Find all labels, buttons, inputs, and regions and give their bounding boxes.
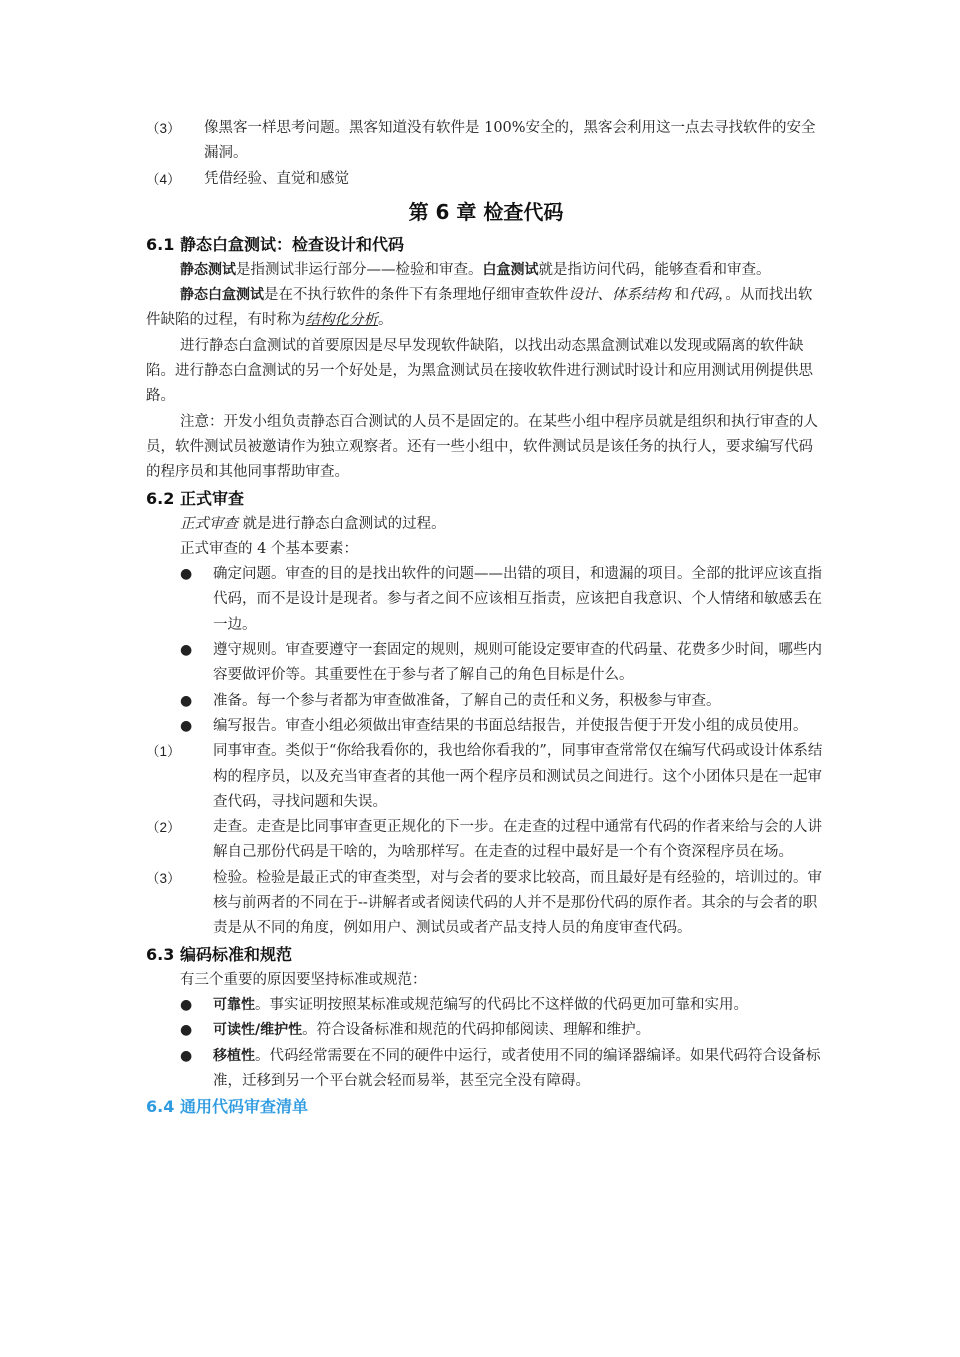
item-number: （4） bbox=[146, 171, 181, 187]
item-text: 同事审查。类似于“你给我看你的，我也给你看我的”，同事审查常常仅在编写代码或设计体系结构的程序员，以及充当审查者的其他一两个程序员和测试员之间进行。这个小团体只是在一起审查代码，寻找问题和失误。 bbox=[213, 743, 823, 810]
chapter-title: 第 6 章 检查代码 bbox=[408, 199, 564, 224]
text: 就是进行静态白盒测试的过程。 bbox=[238, 515, 446, 532]
term: 可靠性 bbox=[213, 996, 255, 1013]
bullet-icon: ● bbox=[180, 1022, 193, 1039]
paragraph bbox=[146, 258, 826, 283]
list-item bbox=[146, 116, 826, 167]
bullet-text: 准备。每一个参与者都为审查做准备，了解自己的责任和义务，积极参与审查。 bbox=[213, 692, 721, 709]
bullet-item bbox=[146, 714, 826, 739]
paragraph: 进行静态白盒测试的首要原因是尽早发现软件缺陷，以找出动态黑盒测试难以发现或隔离的软件缺陷。进行静态白盒测试的另一个好处是，为黑盒测试员在接收软件进行测试时设计和应用测试用例提供思路。 bbox=[146, 337, 813, 405]
bullet-text: 编写报告。审查小组必须做出审查结果的书面总结报告，并使报告便于开发小组的成员使用。 bbox=[213, 717, 808, 734]
item-number: （2） bbox=[146, 820, 181, 836]
bullet-icon: ● bbox=[180, 692, 193, 709]
item-text: 走查。走查是比同事审查更正规化的下一步。在走查的过程中通常有代码的作者来给与会的人讲解自己那份代码是干啥的，为啥那样写。在走查的过程中最好是一个有个资深程序员在场。 bbox=[213, 819, 822, 861]
section-title: 静态白盒测试：检查设计和代码 bbox=[180, 234, 405, 254]
text: 和 bbox=[670, 287, 690, 304]
term: 静态白盒测试 bbox=[180, 287, 264, 304]
term: 可读性/维护性 bbox=[213, 1022, 303, 1039]
section-number: 6.4 bbox=[146, 1097, 175, 1117]
bullet-text bbox=[213, 1044, 826, 1095]
item-text: 像黑客一样思考问题。黑客知道没有软件是 100%安全的，黑客会利用这一点去寻找软件的安全漏洞。 bbox=[204, 120, 816, 162]
text: 是指测试非运行部分——检验和审查。 bbox=[236, 261, 483, 278]
bullet-icon: ● bbox=[180, 717, 193, 734]
item-text: 凭借经验、直觉和感觉 bbox=[204, 170, 349, 187]
item-number: （3） bbox=[146, 870, 181, 886]
bullet-text: 确定问题。审查的目的是找出软件的问题——出错的项目，和遗漏的项目。全部的批评应该直指代码，而不是设计是现者。参与者之间不应该相互指责，应该把自我意识、个人情绪和敏感丢在一边。 bbox=[213, 566, 822, 633]
list-item bbox=[146, 167, 826, 192]
list-item bbox=[146, 866, 826, 942]
bullet-icon: ● bbox=[180, 1047, 193, 1064]
bullet-item bbox=[146, 689, 826, 714]
bullet-icon: ● bbox=[180, 996, 193, 1013]
paragraph: 有三个重要的原因要坚持标准或规范： bbox=[180, 971, 427, 988]
item-number: （1） bbox=[146, 744, 181, 760]
paragraph: 正式审查的 4 个基本要素： bbox=[180, 540, 358, 557]
text: 。事实证明按照某标准或规范编写的代码比不这样做的代码更加可靠和实用。 bbox=[255, 996, 748, 1013]
section-title: 编码标准和规范 bbox=[180, 944, 293, 964]
section-title: 通用代码审查清单 bbox=[180, 1097, 309, 1117]
text: 。 bbox=[378, 312, 393, 329]
item-text: 检验。检验是最正式的审查类型，对与会者的要求比较高，而且最好是有经验的，培训过的。审核与前两者的不同在于--讲解者或者阅读代码的人并不是那份代码的原作者。其余的与会者的职责是从不同的角度，例如用户、测试员或者产品支持人员的角度审查代码。 bbox=[213, 869, 822, 937]
emphasis: 正式审查 bbox=[180, 515, 238, 532]
document-body bbox=[146, 116, 826, 1120]
paragraph bbox=[146, 283, 826, 334]
note-paragraph: 注意：开发小组负责静态百合测试的人员不是固定的。在某些小组中程序员就是组织和执行审查的人员，软件测试员被邀请作为独立观察者。还有一些小组中，软件测试员是该任务的执行人，要求编写代码的程序员和其他同事帮助审查。 bbox=[146, 413, 818, 481]
term: 静态测试 bbox=[180, 261, 236, 278]
bullet-item bbox=[146, 562, 826, 638]
list-item bbox=[146, 815, 826, 866]
bullet-item bbox=[146, 993, 826, 1018]
text: 。符合设备标准和规范的代码抑郁阅读、理解和维护。 bbox=[302, 1022, 651, 1039]
bullet-text bbox=[213, 993, 826, 1018]
section-heading-6-2 bbox=[146, 486, 826, 512]
bullet-icon: ● bbox=[180, 566, 193, 583]
bullet-item bbox=[146, 1018, 826, 1043]
term: 移植性 bbox=[213, 1047, 255, 1064]
section-heading-6-3 bbox=[146, 942, 826, 968]
section-heading-6-1 bbox=[146, 232, 826, 258]
section-title: 正式审查 bbox=[180, 488, 245, 508]
section-number: 6.2 bbox=[146, 488, 175, 508]
bullet-text: 遵守规则。审查要遵守一套固定的规则，规则可能设定要审查的代码量、花费多少时间，哪些内容要做评价等。其重要性在于参与者了解自己的角色目标是什么。 bbox=[213, 642, 822, 684]
paragraph bbox=[146, 512, 826, 537]
section-heading-6-4 bbox=[146, 1094, 826, 1120]
underlined-term: 结构化分析 bbox=[305, 312, 378, 329]
bullet-icon: ● bbox=[180, 642, 193, 659]
bullet-item bbox=[146, 1044, 826, 1095]
text: 。代码经常需要在不同的硬件中运行，或者使用不同的编译器编译。如果代码符合设备标准，迁移到另一个平台就会轻而易举，甚至完全没有障碍。 bbox=[213, 1047, 821, 1089]
text: 是在不执行软件的条件下有条理地仔细审查软件 bbox=[264, 287, 569, 304]
text: 就是指访问代码，能够查看和审查。 bbox=[538, 261, 771, 278]
emphasis: 代码 bbox=[689, 287, 719, 304]
item-number: （3） bbox=[146, 121, 181, 136]
bullet-item bbox=[146, 638, 826, 689]
bullet-text bbox=[213, 1018, 826, 1043]
section-number: 6.1 bbox=[146, 234, 175, 254]
emphasis: 设计、体系结构 bbox=[568, 287, 670, 304]
text: ，。从而找出软件缺陷的过程，有时称为 bbox=[146, 287, 813, 329]
section-number: 6.3 bbox=[146, 944, 175, 964]
list-item bbox=[146, 739, 826, 815]
term: 白盒测试 bbox=[482, 261, 539, 278]
